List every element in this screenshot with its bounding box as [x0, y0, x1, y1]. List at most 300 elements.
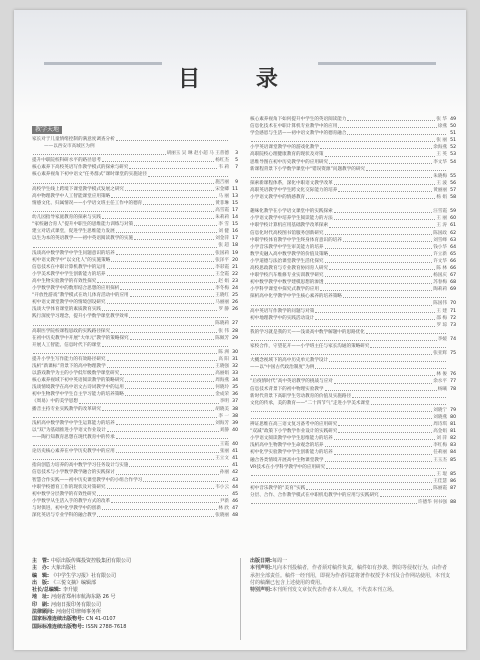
- toc-entry-author: 刘晓燕: [433, 414, 447, 420]
- toc-entry-author: 王玉杰: [433, 457, 447, 463]
- toc-leader: [111, 502, 219, 503]
- toc-entry-author: 赵 娟: [218, 278, 229, 284]
- toc-entry[interactable]: [32, 250, 238, 257]
- toc-entry[interactable]: [32, 455, 238, 462]
- toc-entry-author: 林 俊: [436, 372, 447, 378]
- toc-entry-author: 金成荣: [215, 392, 229, 398]
- toc-entry[interactable]: [250, 364, 456, 371]
- toc-entry[interactable]: [250, 499, 456, 506]
- toc-entry-title: 小学语文教学中的情感教育: [250, 195, 306, 201]
- toc-entry[interactable]: [32, 398, 238, 405]
- toc-entry-author: 张 超: [218, 243, 229, 249]
- toc-entry[interactable]: [32, 292, 238, 299]
- toc-leader: [334, 184, 436, 185]
- toc-entry[interactable]: [250, 322, 456, 329]
- toc-entry-page: 7: [235, 165, 238, 171]
- toc-leader: [33, 154, 166, 155]
- toc-leader: [102, 218, 214, 219]
- toc-entry[interactable]: [250, 144, 456, 151]
- special-text: 本刊所刊发文章仅代表作者本人观点，不代表本刊立场。: [272, 587, 398, 594]
- toc-entry-author: 王全霞: [215, 271, 229, 277]
- toc-leader: [251, 354, 432, 355]
- toc-entry-page: 38: [232, 406, 238, 412]
- toc-entry-author: 张晓丽: [215, 512, 229, 518]
- toc-leader: [116, 424, 215, 425]
- toc-entry-title: 信息技术背景下的初中物理实验教学: [250, 386, 324, 392]
- toc-entry[interactable]: [250, 130, 456, 137]
- toc-entry-page: 23: [232, 278, 238, 284]
- toc-entry-author: 宋金卿: [215, 186, 229, 192]
- toc-entry-page: 16: [232, 229, 238, 235]
- toc-entry-author: 高金娟: [433, 429, 447, 435]
- toc-entry-title: 提升中职院校科研水平的路径思考: [32, 158, 101, 164]
- toc-entry[interactable]: [32, 264, 238, 271]
- toc-entry-title: 指向创造力培养的高中数学学习任务设计与实施: [32, 463, 129, 469]
- toc-entry-page: 62: [450, 230, 456, 236]
- toc-entry-title: 核心素养视域下初中英语阅读教学的策略研究: [32, 378, 124, 384]
- toc-entry-title: 小学英语课堂教学中的游戏化教学: [250, 145, 319, 151]
- toc-entry-page: 65: [450, 251, 456, 257]
- toc-entry-page: 54: [450, 159, 456, 165]
- toc-entry[interactable]: [32, 491, 238, 498]
- toc-leader: [129, 317, 228, 318]
- toc-entry-author: 孙丽: [219, 470, 229, 476]
- toc-entry-author: 李明: [219, 399, 229, 405]
- toc-entry[interactable]: [250, 222, 456, 229]
- toc-entry-title: 践行深度学习理念，提升小学数学课堂教学效率: [32, 314, 129, 320]
- toc-entry[interactable]: [32, 157, 238, 164]
- toc-leader: [338, 127, 437, 128]
- toc-entry-author: 胡晓美: [215, 406, 229, 412]
- toc-entry[interactable]: [250, 279, 456, 286]
- toc-entry-title: 小学音乐教学中学生审美能力的培养: [250, 244, 324, 250]
- toc-entry[interactable]: [250, 166, 456, 173]
- toc-leader: [329, 255, 432, 256]
- toc-entry[interactable]: [250, 393, 456, 400]
- toc-leader: [102, 346, 228, 347]
- toc-leader: [315, 319, 435, 320]
- toc-entry[interactable]: [250, 151, 456, 158]
- toc-entry-author: 杨 娟: [436, 195, 447, 201]
- toc-entry-author: 王霞: [219, 442, 229, 448]
- toc-entry[interactable]: [250, 173, 456, 180]
- toc-entry-page: 80: [450, 414, 456, 420]
- toc-entry[interactable]: [32, 171, 238, 178]
- toc-entry[interactable]: [250, 407, 456, 414]
- toc-entry[interactable]: [32, 413, 238, 420]
- toc-entry[interactable]: [250, 123, 456, 130]
- toc-entry-author: 陈 洲: [218, 349, 229, 355]
- toc-entry-author: 高丽娟: [215, 371, 229, 377]
- toc-entry[interactable]: [250, 315, 456, 322]
- toc-entry[interactable]: [32, 328, 238, 335]
- toc-entry-author: 张泽平: [215, 257, 229, 263]
- toc-entry-page: 77: [450, 379, 456, 385]
- toc-entry[interactable]: [32, 242, 238, 249]
- toc-entry[interactable]: [250, 137, 456, 144]
- toc-entry[interactable]: [250, 478, 456, 485]
- toc-entry[interactable]: [32, 363, 238, 370]
- toc-entry[interactable]: [32, 179, 238, 186]
- toc-entry-page: 22: [232, 271, 238, 277]
- toc-entry-title: 小学美术教学中学生创新能力的培养: [32, 271, 106, 277]
- toc-entry[interactable]: [250, 421, 456, 428]
- toc-entry-title: 中职学校体育教学中学生终身体育意识的培养: [250, 237, 342, 243]
- toc-leader: [315, 312, 435, 313]
- imprint-key: 出 版:: [32, 579, 49, 586]
- toc-entry[interactable]: [32, 306, 238, 313]
- toc-entry[interactable]: [32, 257, 238, 264]
- toc-entry-author: 余海燕: [433, 145, 447, 151]
- toc-entry-author: 张 丽: [436, 138, 447, 144]
- toc-entry[interactable]: [250, 442, 456, 449]
- toc-entry[interactable]: [250, 187, 456, 194]
- toc-entry-author: 许文华: [433, 258, 447, 264]
- imprint-row: [32, 580, 232, 587]
- toc-entry[interactable]: [250, 180, 456, 187]
- toc-leader: [325, 248, 433, 249]
- toc-leader: [320, 148, 432, 149]
- toc-entry[interactable]: [32, 150, 238, 157]
- toc-entry-page: 50: [450, 124, 456, 130]
- toc-entry[interactable]: [250, 300, 456, 307]
- imprint-value: ISSN 2788-7618: [86, 623, 127, 630]
- imprint-divider: [240, 558, 241, 640]
- toc-entry[interactable]: [250, 272, 456, 279]
- toc-entry-title: 高中英语写作教学的问题与对策: [250, 308, 315, 314]
- toc-entry[interactable]: [32, 462, 238, 469]
- page-title: 目 录: [178, 66, 302, 92]
- toc-entry-title: 初中音乐教学的“美育”实践: [250, 485, 306, 491]
- toc-entry-author: 陈国伟: [433, 301, 447, 307]
- toc-entry[interactable]: [250, 414, 456, 421]
- toc-entry-author: 李彩霞: [215, 264, 229, 270]
- toc-entry-author: 张丽: [219, 449, 229, 455]
- toc-entry-author: 王 波: [436, 180, 447, 186]
- toc-entry[interactable]: [32, 420, 238, 427]
- toc-entry-author: 刘 健: [218, 229, 229, 235]
- toc-entry[interactable]: [250, 449, 456, 456]
- toc-entry[interactable]: [32, 434, 238, 441]
- imprint-key: 法律顾问:: [32, 609, 54, 616]
- toc-entry[interactable]: [250, 201, 456, 208]
- toc-entry[interactable]: [32, 278, 238, 285]
- toc-entry-title: 小学数学从生活入手的教学方式的改革: [32, 498, 111, 504]
- toc-right-column: [250, 116, 456, 506]
- toc-entry-author: 杨曦: [437, 386, 447, 392]
- toc-entry-title: 文化的传承，美的教育——“二十四节气”走进小学美术课堂: [250, 400, 370, 406]
- toc-entry-title: 中职学校汽车维修专业实训教学研究: [250, 273, 324, 279]
- toc-entry[interactable]: [250, 336, 456, 343]
- toc-entry[interactable]: [250, 308, 456, 315]
- toc-entry-author: 尹新: [219, 498, 229, 504]
- toc-entry-title: 初中地理教学中的实践活动设计: [250, 315, 315, 321]
- toc-entry[interactable]: [32, 349, 238, 356]
- toc-entry-page: 56: [450, 180, 456, 186]
- toc-leader: [329, 361, 446, 362]
- toc-entry[interactable]: [32, 484, 238, 491]
- toc-entry[interactable]: [250, 230, 456, 237]
- imprint-key: 主 管:: [32, 558, 49, 564]
- toc-leader: [325, 283, 433, 284]
- toc-entry-author: 钱小华: [433, 244, 447, 250]
- toc-entry-page: 27: [232, 321, 238, 327]
- imprint-value: 河南付印律师事务所: [56, 609, 102, 616]
- toc-entry[interactable]: [32, 512, 238, 519]
- toc-entry[interactable]: [32, 299, 238, 306]
- toc-entry-page: 5: [235, 158, 238, 164]
- toc-entry[interactable]: [250, 357, 456, 364]
- section-label: 教学天地: [32, 126, 62, 134]
- toc-entry[interactable]: [32, 498, 238, 505]
- toc-entry-page: 32: [232, 364, 238, 369]
- toc-entry-title: 中职学校德育工作的现状及对策研究: [32, 484, 106, 490]
- magazine-page: [14, 10, 466, 650]
- toc-leader: [33, 211, 214, 212]
- toc-entry[interactable]: [250, 371, 456, 378]
- toc-entry-page: 70: [450, 301, 456, 307]
- toc-entry-title: 中职学校计算机应用基础教学改革探索: [250, 223, 329, 229]
- toc-entry[interactable]: [250, 471, 456, 478]
- toc-entry-title: 与时俱进，初中化学教学中的创新: [32, 505, 101, 511]
- toc-entry-page: 26: [232, 300, 238, 306]
- special-key: 特别声明:: [250, 587, 272, 594]
- toc-entry[interactable]: [32, 320, 238, 327]
- statement-text: 凡向本刊投稿者，作者须对稿件负责，稿件如有抄袭、剽窃等侵权行为，由作者承担全部责任。稿件一经刊用，即视为作者同意将著作权授予本刊及合作网站使用，本刊支付的稿酬已包含上述使用的费用。: [250, 565, 451, 586]
- toc-entry[interactable]: [250, 457, 456, 464]
- toc-entry-author: 何晓玲: [215, 385, 229, 391]
- toc-leader: [111, 197, 217, 198]
- toc-entry[interactable]: [32, 505, 238, 512]
- toc-entry[interactable]: [32, 228, 238, 235]
- toc-entry[interactable]: [250, 492, 456, 499]
- toc-entry[interactable]: [32, 214, 238, 221]
- toc-leader: [251, 475, 435, 476]
- toc-leader: [111, 332, 217, 333]
- toc-entry[interactable]: [32, 441, 238, 448]
- toc-entry[interactable]: [250, 237, 456, 244]
- toc-entry[interactable]: [250, 194, 456, 201]
- imprint-value: 《中学生学习报》社有限公司: [51, 572, 117, 579]
- toc-entry[interactable]: [250, 251, 456, 258]
- toc-entry[interactable]: [250, 400, 456, 407]
- toc-leader: [120, 374, 214, 375]
- toc-entry[interactable]: [250, 215, 456, 222]
- toc-entry-author: 邵 梅: [436, 315, 447, 321]
- toc-entry-author: 王 涛: [436, 223, 447, 229]
- toc-entry[interactable]: [32, 313, 238, 320]
- toc-entry-title: 小学语文阅读教学中学生思维能力的培养: [250, 436, 333, 442]
- toc-entry[interactable]: [32, 356, 238, 363]
- toc-leader: [97, 516, 214, 517]
- toc-entry-page: 57: [450, 187, 456, 193]
- toc-entry-page: 30: [232, 349, 238, 355]
- toc-leader: [107, 367, 215, 368]
- toc-leader: [107, 268, 215, 269]
- toc-entry[interactable]: [250, 386, 456, 393]
- toc-entry-page: 73: [450, 322, 456, 328]
- toc-entry-page: 78: [450, 386, 456, 392]
- imprint-row: [32, 624, 232, 631]
- toc-leader: [306, 489, 432, 490]
- toc-leader: [102, 509, 217, 510]
- toc-entry-page: 40: [232, 427, 238, 433]
- toc-entry[interactable]: [32, 285, 238, 292]
- toc-entry[interactable]: [32, 193, 238, 200]
- toc-entry-title: 浅析高中生物教学中生命观念的培养: [250, 443, 324, 449]
- toc-leader: [251, 411, 432, 412]
- page-header: [14, 10, 466, 114]
- toc-entry-author: 施吉丽: [215, 179, 229, 185]
- toc-entry-title: 以游戏教学为主的小学低年级数学课堂研究: [32, 371, 120, 377]
- toc-entry[interactable]: [32, 136, 238, 143]
- toc-entry-author: 李文华: [433, 159, 447, 165]
- toc-entry-page: 38: [232, 413, 238, 419]
- toc-entry-page: 84: [450, 450, 456, 456]
- toc-entry[interactable]: [250, 378, 456, 385]
- imprint-key: 主 办:: [32, 565, 49, 572]
- toc-entry[interactable]: [32, 427, 238, 434]
- toc-entry-page: 29: [232, 335, 238, 341]
- toc-leader: [102, 310, 217, 311]
- toc-entry-page: 25: [232, 293, 238, 299]
- toc-entry-page: 51: [450, 138, 456, 144]
- toc-leader: [338, 432, 432, 433]
- toc-leader: [325, 390, 437, 391]
- toc-leader: [334, 454, 433, 455]
- toc-entry[interactable]: [32, 391, 238, 398]
- toc-entry[interactable]: [32, 271, 238, 278]
- toc-entry[interactable]: [32, 186, 238, 193]
- toc-entry-page: 31: [232, 356, 238, 362]
- toc-entry-title: 《周易》中的美学思想: [32, 399, 78, 405]
- toc-list-right: [250, 116, 456, 506]
- toc-entry[interactable]: [250, 464, 456, 471]
- toc-entry-page: 15: [232, 222, 238, 228]
- toc-entry-author: 马丽丽: [215, 300, 229, 306]
- toc-entry[interactable]: [32, 406, 238, 413]
- statement-key: 本刊声明:: [250, 565, 272, 572]
- toc-entry-page: 37: [232, 399, 238, 405]
- toc-entry[interactable]: [32, 200, 238, 207]
- toc-leader: [102, 161, 214, 162]
- toc-entry[interactable]: [250, 258, 456, 265]
- toc-entry-author: 陶莉莉: [433, 287, 447, 293]
- toc-entry[interactable]: [32, 469, 238, 476]
- toc-entry[interactable]: [32, 448, 238, 455]
- toc-leader: [116, 474, 219, 475]
- toc-entry-title: 高中生物实验教学的有效性探究: [32, 278, 97, 284]
- toc-entry-title: 思维导图在初中历史教学中的应用研究: [250, 159, 329, 165]
- toc-entry-page: 42: [232, 470, 238, 476]
- toc-leader: [116, 140, 228, 141]
- toc-entry[interactable]: [32, 377, 238, 384]
- toc-entry[interactable]: [250, 293, 456, 300]
- toc-leader: [334, 219, 436, 220]
- toc-leader: [251, 375, 435, 376]
- toc-entry[interactable]: [32, 477, 238, 484]
- toc-entry-page: 83: [450, 443, 456, 449]
- toc-leader: [334, 439, 436, 440]
- toc-entry-title: 融合各类情境开展高中生物课堂教学: [250, 457, 324, 463]
- toc-leader: [129, 466, 228, 467]
- toc-entry[interactable]: [250, 350, 456, 357]
- toc-entry[interactable]: [250, 428, 456, 435]
- toc-entry[interactable]: [32, 342, 238, 349]
- toc-leader: [251, 177, 432, 178]
- toc-entry-page: 67: [450, 273, 456, 279]
- toc-entry-title: 探索新课程体系，深化中职语文教学改革: [250, 180, 333, 186]
- toc-entry[interactable]: [32, 384, 238, 391]
- toc-entry-page: 49: [450, 117, 456, 122]
- toc-entry[interactable]: [250, 485, 456, 492]
- toc-leader: [251, 482, 432, 483]
- toc-entry[interactable]: [32, 164, 238, 171]
- toc-entry-page: 17: [232, 236, 238, 242]
- toc-entry-page: 33: [232, 371, 238, 377]
- toc-entry-author: 罗 静: [218, 307, 229, 313]
- toc-leader: [334, 383, 432, 384]
- toc-leader: [325, 234, 433, 235]
- toc-leader: [107, 303, 215, 304]
- toc-entry-author: 刘晓宁: [433, 407, 447, 413]
- toc-entry-page: 82: [450, 436, 456, 442]
- toc-leader: [97, 282, 217, 283]
- toc-entry-author: 刘 萍: [436, 436, 447, 442]
- imprint-row: [32, 573, 232, 580]
- toc-entry[interactable]: [32, 335, 238, 342]
- toc-leader: [116, 452, 219, 453]
- toc-entry[interactable]: [32, 221, 238, 228]
- toc-entry-author: 汪雪霞: [433, 209, 447, 215]
- toc-entry-page: 63: [450, 237, 456, 243]
- publish-date: 每周一: [272, 558, 288, 564]
- toc-entry-title: 高职英语教学中学生跨文化交际能力的培养: [250, 187, 338, 193]
- toc-entry[interactable]: [250, 435, 456, 442]
- toc-leader: [325, 446, 433, 447]
- toc-entry-title: 小学语文教学中培养学生阅读能力的方法: [250, 216, 333, 222]
- toc-entry-page: 26: [232, 307, 238, 313]
- toc-entry-page: 85: [450, 471, 456, 477]
- toc-entry[interactable]: [250, 116, 456, 123]
- toc-entry-title: 初中语文教学中“以文化人”的实施策略: [32, 257, 111, 263]
- toc-entry-title: 核心素养视角下初中语文“任务群式”课时课堂的实施途径: [32, 172, 148, 178]
- toc-entry[interactable]: [250, 329, 456, 336]
- toc-entry-author: 高雪霞: [215, 207, 229, 213]
- toc-entry[interactable]: [32, 370, 238, 377]
- toc-entry[interactable]: [250, 244, 456, 251]
- toc-entry-title: 以“双”为基础推进小学语文作业设计: [32, 427, 106, 433]
- toc-entry-author: 杨国庆: [433, 273, 447, 279]
- toc-entry[interactable]: [250, 343, 456, 350]
- toc-entry-author: 韦 莉: [218, 165, 229, 171]
- toc-list-left: [32, 136, 238, 519]
- toc-entry[interactable]: [250, 265, 456, 272]
- toc-entry-page: 46: [232, 498, 238, 504]
- toc-leader: [366, 333, 446, 334]
- toc-entry[interactable]: [250, 286, 456, 293]
- imprint-value: 大象出版社: [51, 565, 77, 572]
- toc-entry-author: 李冬梅: [215, 285, 229, 291]
- toc-entry[interactable]: [32, 207, 238, 214]
- toc-leader: [111, 261, 214, 262]
- toc-entry[interactable]: [32, 235, 238, 242]
- toc-entry[interactable]: [250, 159, 456, 166]
- toc-entry[interactable]: [250, 208, 456, 215]
- toc-leader: [107, 360, 218, 361]
- toc-entry-page: 85: [450, 457, 456, 463]
- toc-entry-title: 信息化技术在中职计算机专业教学中的应用: [250, 124, 338, 130]
